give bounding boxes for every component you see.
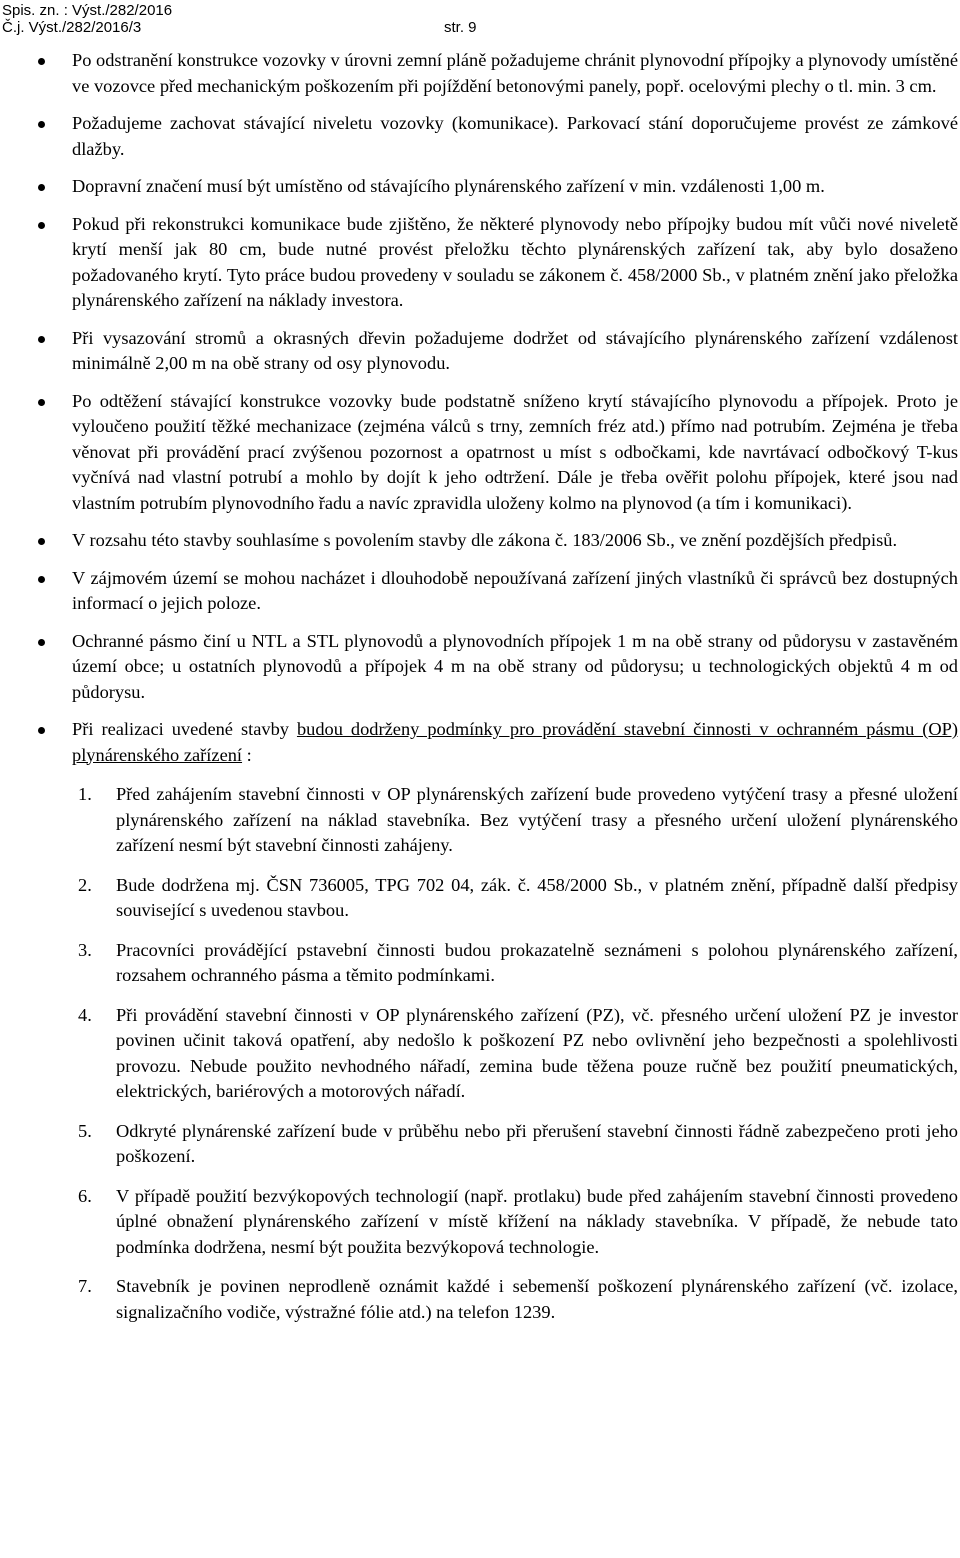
bullet-text: V zájmovém území se mohou nacházet i dlouhodobě nepoužívaná zařízení jiných vlastníků či správců bez dostupných informací o jejich poloze. (72, 567, 958, 613)
numbered-item (0, 873, 960, 924)
item-text: Odkryté plynárenské zařízení bude v průběhu nebo při přerušení stavební činnosti řádně zabezpečeno proti jeho poškození. (116, 1120, 958, 1166)
file-reference: Spis. zn. : Výst./282/2016 (2, 2, 173, 19)
conditions-tail: : (242, 744, 252, 765)
bullet-text: Při vysazování stromů a okrasných dřevin požadujeme dodržet od stávajícího plynárenského zařízení vzdálenost minimálně 2,00 m na obě strany od osy plynovodu. (72, 327, 958, 373)
item-number: 6. (78, 1185, 92, 1206)
conditions-underlined: budou dodrženy podmínky pro provádění stavební činnosti v ochranném pásmu (OP) plynárenského zařízení (72, 719, 959, 765)
bullet-icon (38, 336, 45, 343)
item-number: 5. (78, 1120, 92, 1141)
bullet-icon (38, 538, 45, 545)
numbered-item (0, 782, 960, 859)
bullet-text: Po odtěžení stávající konstrukce vozovky bude podstatně sníženo krytí stávajícího plynovodu a přípojek. Proto je vyloučeno použití těžké mechanizace (zejména válců s trny, zemních fréz atd.) přímo nad potrubím. Zejména je třeba věnovat při provádění prací zvýšenou pozornost a opatrnost u míst s odbočkami, kde navrtávací odbočkový T-kus vyčnívá nad vlastní potrubí a mohlo by dojít k jeho odtržení. Dále je třeba ověřit polohu přípojek, které jsou nad vlastním potrubím plynovodního řadu a navíc zpravidla uloženy kolmo na plynovod (a tím i komunikaci). (72, 390, 958, 513)
item-text: Stavebník je povinen neprodleně oznámit každé i sebemenší poškození plynárenského zařízení (vč. izolace, signalizačního vodiče, výstražné fólie atd.) na telefon 1239. (116, 1276, 958, 1322)
bullet-item (0, 111, 960, 162)
bullet-icon (38, 222, 45, 229)
item-text: V případě použití bezvýkopových technologií (např. protlaku) bude před zahájením stavební činnosti provedeno úplné obnažení plynárenského zařízení v místě křížení na náklady stavebníka. V případě, že nebude tato podmínka dodržena, nesmí být použita bezvýkopová technologie. (116, 1185, 958, 1257)
bullet-item (0, 326, 960, 377)
numbered-list (0, 782, 960, 1325)
bullet-item (0, 212, 960, 314)
page-number: str. 9 (444, 19, 477, 36)
numbered-item (0, 938, 960, 989)
item-number: 7. (78, 1276, 92, 1296)
bullet-text: Dopravní značení musí být umístěno od stávajícího plynárenského zařízení v min. vzdálenosti 1,00 m. (72, 176, 825, 196)
numbered-item (0, 1274, 960, 1325)
bullet-item (0, 389, 960, 517)
bullet-icon (38, 399, 45, 406)
document-body (0, 48, 960, 1339)
numbered-item (0, 1119, 960, 1170)
item-text: Pracovníci provádějící pstavební činnosti budou prokazatelně seznámeni s polohou plynárenského zařízení, rozsahem ochranného pásma a těmito podmínkami. (116, 939, 958, 985)
bullet-item (0, 174, 960, 200)
bullet-icon (38, 576, 45, 583)
page-header (2, 2, 477, 36)
bullet-item (0, 566, 960, 617)
item-number: 4. (78, 1004, 92, 1025)
item-text: Při provádění stavební činnosti v OP plynárenského zařízení (PZ), vč. přesného určení uložení PZ je investor povinen učinit taková opatření, aby nedošlo k poškození PZ nebo ovlivnění jeho bezpečnosti a spolehlivosti provozu. Nebude použito nevhodného nářadí, zemina bude těžena pouze ručně bez použití pneumatických, elektrických, bariérových a motorových nářadí. (116, 1004, 958, 1101)
item-number: 1. (78, 784, 92, 804)
case-reference: Č.j. Výst./282/2016/3 (2, 19, 142, 36)
bullet-item (0, 48, 960, 99)
numbered-item (0, 1184, 960, 1261)
bullet-icon (38, 121, 45, 128)
item-number: 2. (78, 874, 92, 895)
item-text: Bude dodržena mj. ČSN 736005, TPG 702 04, zák. č. 458/2000 Sb., v platném znění, případně další předpisy související s uvedenou stavbou. (116, 874, 958, 920)
bullet-text: Pokud při rekonstrukci komunikace bude zjištěno, že některé plynovody nebo přípojky budou mít vůči nové niveletě krytí menší jak 80 cm, bude nutné provést přeložku těchto plynárenských zařízení tak, aby bylo dosaženo požadovaného krytí. Tyto práce budou provedeny v souladu se zákonem č. 458/2000 Sb., v platném znění jako přeložka plynárenského zařízení na náklady investora. (72, 213, 958, 310)
item-text: Před zahájením stavební činnosti v OP plynárenských zařízení bude provedeno vytýčení trasy a přesné uložení plynárenského zařízení na náklad stavebníka. Bez vytýčení trasy a přesného určení uložení plynárenského zařízení nesmí být stavební činnosti zahájeny. (116, 784, 958, 855)
bullet-icon (38, 58, 45, 65)
bullet-item-conditions (0, 717, 960, 768)
bullet-text: Po odstranění konstrukce vozovky v úrovni zemní pláně požadujeme chránit plynovodní přípojky a plynovody umístěné ve vozovce před mechanickým poškozením při pojíždění betonovými panely, popř. ocelovými plechy o tl. min. 3 cm. (72, 50, 958, 96)
numbered-item (0, 1003, 960, 1105)
item-number: 3. (78, 939, 92, 960)
bullet-icon (38, 184, 45, 191)
bullet-text: V rozsahu této stavby souhlasíme s povolením stavby dle zákona č. 183/2006 Sb., ve znění pozdějších předpisů. (72, 530, 898, 550)
bullet-list (0, 48, 960, 768)
bullet-icon (38, 727, 45, 734)
bullet-item (0, 528, 960, 554)
bullet-icon (38, 639, 45, 646)
bullet-text: Požadujeme zachovat stávající niveletu vozovky (komunikace). Parkovací stání doporučujeme provést ze zámkové dlažby. (72, 113, 958, 159)
conditions-lead: Při realizaci uvedené stavby (72, 719, 297, 739)
bullet-item (0, 629, 960, 706)
bullet-text: Ochranné pásmo činí u NTL a STL plynovodů a plynovodních přípojek 1 m na obě strany od půdorysu v zastavěném území obce; u ostatních plynovodů a přípojek 4 m na obě strany od půdorysu; u technologických objektů 4 m od půdorysu. (72, 630, 958, 702)
